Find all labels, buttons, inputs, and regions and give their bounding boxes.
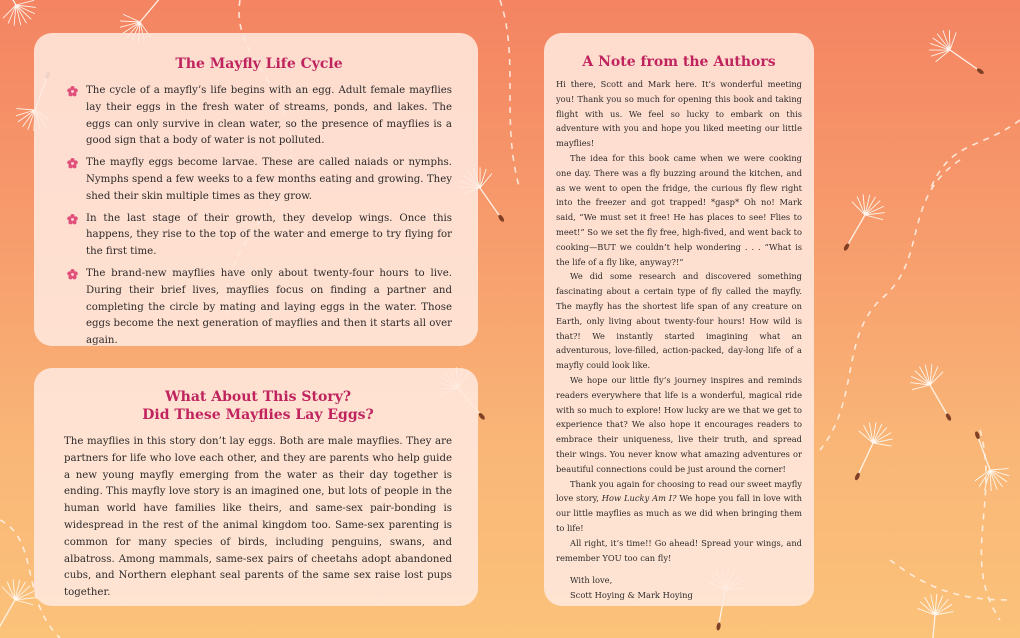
authors-note-body	[556, 77, 802, 565]
book-title: How Lucky Am I?	[601, 493, 677, 504]
story-title	[64, 388, 452, 424]
signature: Scott Hoying & Mark Hoying	[570, 590, 693, 601]
note-text: We hope you fall in love with our little mayflies as much as we did when bringing them to life!	[556, 493, 803, 533]
life-cycle-item	[66, 211, 452, 261]
signature-block	[556, 573, 802, 603]
life-cycle-text: In the last stage of their growth, they develop wings. Once this happens, they rise to the top of the water and emerge to try flying for the first time.	[86, 212, 452, 258]
story-title-line1: What About This Story?	[164, 389, 352, 405]
note-paragraph: Hi there, Scott and Mark here. It’s wonderful meeting you! Thank you so much for opening this book and taking flight with us. We feel so lucky to embark on this adventure with you and hope you liked meeting our little mayflies!	[556, 79, 802, 149]
life-cycle-text: The mayfly eggs become larvae. These are called naiads or nymphs. Nymphs spend a few weeks to a few months eating and growing. They shed their skin multiple times as they grow.	[86, 157, 452, 202]
note-paragraph	[556, 477, 802, 536]
note-paragraph: The idea for this book came when we were cooking one day. There was a fly buzzing around the kitchen, and as we went to open the fridge, the curious fly flew right into the freezer and got trapped! *gasp* Oh no! Mark said, “We must set it free! He has places to see! Flies to meet!” So we set the fly free, high-fived, and went back to cooking—BUT we couldn’t help wondering . . . “What is the life of a fly like, anyway?!”	[556, 152, 802, 267]
flower-bullet-icon	[66, 85, 79, 98]
authors-note-panel	[544, 33, 814, 606]
closing: With love,	[570, 575, 613, 586]
flower-bullet-icon	[66, 268, 79, 281]
story-title-line2: Did These Mayflies Lay Eggs?	[142, 407, 374, 423]
life-cycle-list	[66, 83, 452, 350]
life-cycle-item	[66, 266, 452, 350]
flower-bullet-icon	[66, 213, 79, 226]
life-cycle-item	[66, 155, 452, 205]
life-cycle-text: The brand-new mayflies have only about twenty-four hours to live. During their brief lives, mayflies focus on finding a partner and completing the circle by mating and laying eggs in the water. Those eggs become the next generation of mayflies and then it starts all over again.	[86, 267, 452, 347]
note-text: Thank you again for choosing to read our sweet mayfly love story,	[556, 478, 802, 504]
life-cycle-panel	[34, 33, 478, 346]
note-paragraph: All right, it’s time!! Go ahead! Spread your wings, and remember YOU too can fly!	[556, 537, 802, 563]
story-body: The mayflies in this story don’t lay eggs. Both are male mayflies. They are partners for life who love each other, and they are parents who help guide a new young mayfly emerging from the water as their day together is ending. This mayfly love story is an imagined one, but lots of people in the human world have families like theirs, and same-sex pair-bonding is widespread in the rest of the animal kingdom too. Same-sex parenting is common for many species of birds, including penguins, swans, and albatross. Among mammals, same-sex pairs of cheetahs adopt abandoned cubs, and Northern elephant seal parents of the same sex raise lost pups together.	[64, 436, 452, 599]
flower-bullet-icon	[66, 157, 79, 170]
life-cycle-title: The Mayfly Life Cycle	[175, 56, 343, 72]
note-paragraph: We hope our little fly’s journey inspires and reminds readers everywhere that life is a wonderful, magical ride with so much to explore! How lucky are we that we get to experience that? We also hope it encourages readers to embrace their uniqueness, live their truth, and spread their wings. You never know what amazing adventures or beautiful connections could be just around the corner!	[556, 374, 802, 474]
story-panel	[34, 368, 478, 606]
life-cycle-text: The cycle of a mayfly’s life begins with an egg. Adult female mayflies lay their eggs in the fresh water of streams, ponds, and lakes. The eggs can only survive in clean water, so the presence of mayflies is a good sign that a body of water is not polluted.	[86, 85, 452, 147]
note-paragraph: We did some research and discovered something fascinating about a certain type of fly called the mayfly. The mayfly has the shortest life span of any creature on Earth, only living about twenty-four hours! How wild is that?! We instantly started imagining what an adventurous, love-filled, action-packed, day-long life of a mayfly could look like.	[556, 271, 802, 371]
life-cycle-item	[66, 83, 452, 150]
authors-note-title: A Note from the Authors	[582, 54, 776, 70]
